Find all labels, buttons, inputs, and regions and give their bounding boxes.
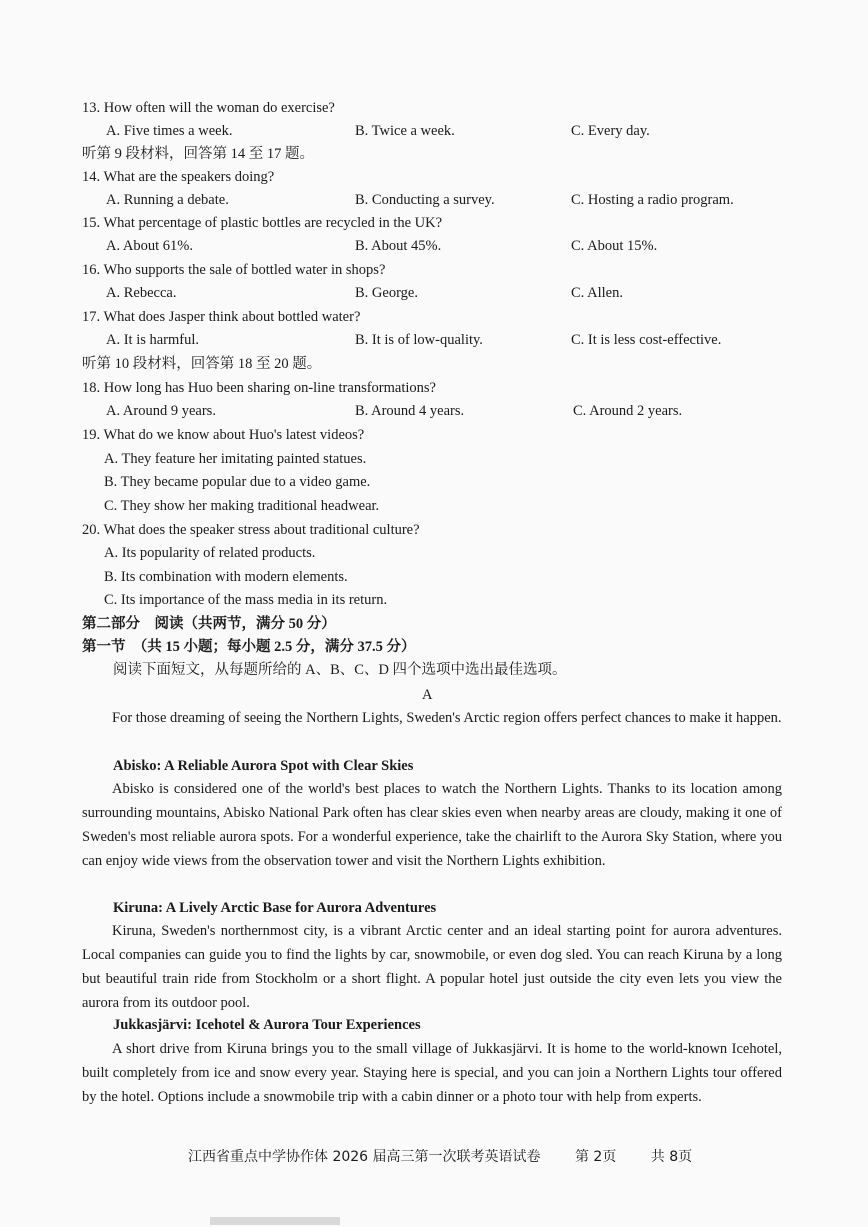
section-one-title: 第一节 （共 15 小题；每小题 2.5 分，满分 37.5 分） [82,639,416,655]
page-number: 第 2页 [574,1149,617,1165]
q15-option-c: C. About 15%. [571,238,658,254]
q13-stem: 13. How often will the woman do exercise? [82,100,335,116]
kiruna-text: Kiruna, Sweden's northernmost city, is a vibrant Arctic center and an ideal starting point for aurora adventures. Local companies can guide you to find the lights by car, snowmobile, or even dog sled. You can reach Kiruna by a long but beautiful train ride from Stockholm or a short flight. A popular hotel just outside the city even lets you view the aurora from its outdoor pool. [82,923,782,1011]
q15-option-a: A. About 61%. [106,238,193,254]
q17-stem: 17. What does Jasper think about bottled water? [82,309,361,325]
intro-paragraph [82,706,782,730]
q18-option-b: B. Around 4 years. [355,403,465,419]
q16-stem: 16. Who supports the sale of bottled water in shops? [82,262,386,278]
q19-option-b: B. They became popular due to a video game. [104,474,371,490]
q20-stem: 20. What does the speaker stress about traditional culture? [82,522,420,538]
section-10-instruction: 听第 10 段材料，回答第 18 至 20 题。 [82,356,322,372]
q20-option-a: A. Its popularity of related products. [104,545,316,561]
q19-option-c: C. They show her making traditional headwear. [104,498,380,514]
q13-option-b: B. Twice a week. [355,123,455,139]
q17-option-b: B. It is of low-quality. [355,332,483,348]
q13-option-a: A. Five times a week. [106,123,233,139]
jukkasjarvi-heading: Jukkasjärvi: Icehotel & Aurora Tour Experiences [113,1017,421,1033]
q14-option-b: B. Conducting a survey. [355,192,495,208]
abisko-heading: Abisko: A Reliable Aurora Spot with Clear Skies [113,758,414,774]
q13-option-c: C. Every day. [571,123,650,139]
q16-option-a: A. Rebecca. [106,285,177,301]
q18-stem: 18. How long has Huo been sharing on-line transformations? [82,380,436,396]
abisko-paragraph [82,777,782,873]
page-footer [188,1146,722,1166]
q14-option-a: A. Running a debate. [106,192,229,208]
q18-option-a: A. Around 9 years. [106,403,216,419]
q18-option-c: C. Around 2 years. [573,403,683,419]
kiruna-paragraph [82,919,782,1015]
q20-option-b: B. Its combination with modern elements. [104,569,348,585]
q14-stem: 14. What are the speakers doing? [82,169,275,185]
q17-option-a: A. It is harmful. [106,332,200,348]
jukkasjarvi-paragraph [82,1037,782,1109]
scan-artifact [210,1217,340,1225]
passage-label: A [422,687,433,703]
exam-title: 江西省重点中学协作体 2026 届高三第一次联考英语试卷 [188,1149,541,1165]
part-two-title: 第二部分 阅读（共两节，满分 50 分） [82,616,336,632]
q15-stem: 15. What percentage of plastic bottles are recycled in the UK? [82,215,443,231]
q16-option-c: C. Allen. [571,285,623,301]
jukkasjarvi-text: A short drive from Kiruna brings you to the small village of Jukkasjärvi. It is home to the world-known Icehotel, built completely from ice and snow every year. Staying here is special, and you can join a Northern Lights tour offered by the hotel. Options include a snowmobile trip with a cabin dinner or a photo tour with help from experts. [82,1041,782,1105]
kiruna-heading: Kiruna: A Lively Arctic Base for Aurora Adventures [113,900,437,916]
section-9-instruction: 听第 9 段材料，回答第 14 至 17 题。 [82,146,314,162]
q17-option-c: C. It is less cost-effective. [571,332,722,348]
total-pages: 共 8页 [650,1149,693,1165]
q19-stem: 19. What do we know about Huo's latest videos? [82,427,365,443]
q19-option-a: A. They feature her imitating painted statues. [104,451,367,467]
q15-option-b: B. About 45%. [355,238,442,254]
q14-option-c: C. Hosting a radio program. [571,192,734,208]
q20-option-c: C. Its importance of the mass media in its return. [104,592,388,608]
abisko-text: Abisko is considered one of the world's best places to watch the Northern Lights. Thanks to its location among surrounding mountains, Abisko National Park often has clear skies even when nearby areas are cloudy, making it one of Sweden's most reliable aurora spots. For a wonderful experience, take the chairlift to the Aurora Sky Station, where you can enjoy wide views from the observation tower and visit the Northern Lights exhibition. [82,781,782,869]
reading-instruction: 阅读下面短文，从每题所给的 A、B、C、D 四个选项中选出最佳选项。 [113,662,567,678]
q16-option-b: B. George. [355,285,418,301]
intro-text: For those dreaming of seeing the Northern Lights, Sweden's Arctic region offers perfect chances to make it happen. [112,710,782,726]
